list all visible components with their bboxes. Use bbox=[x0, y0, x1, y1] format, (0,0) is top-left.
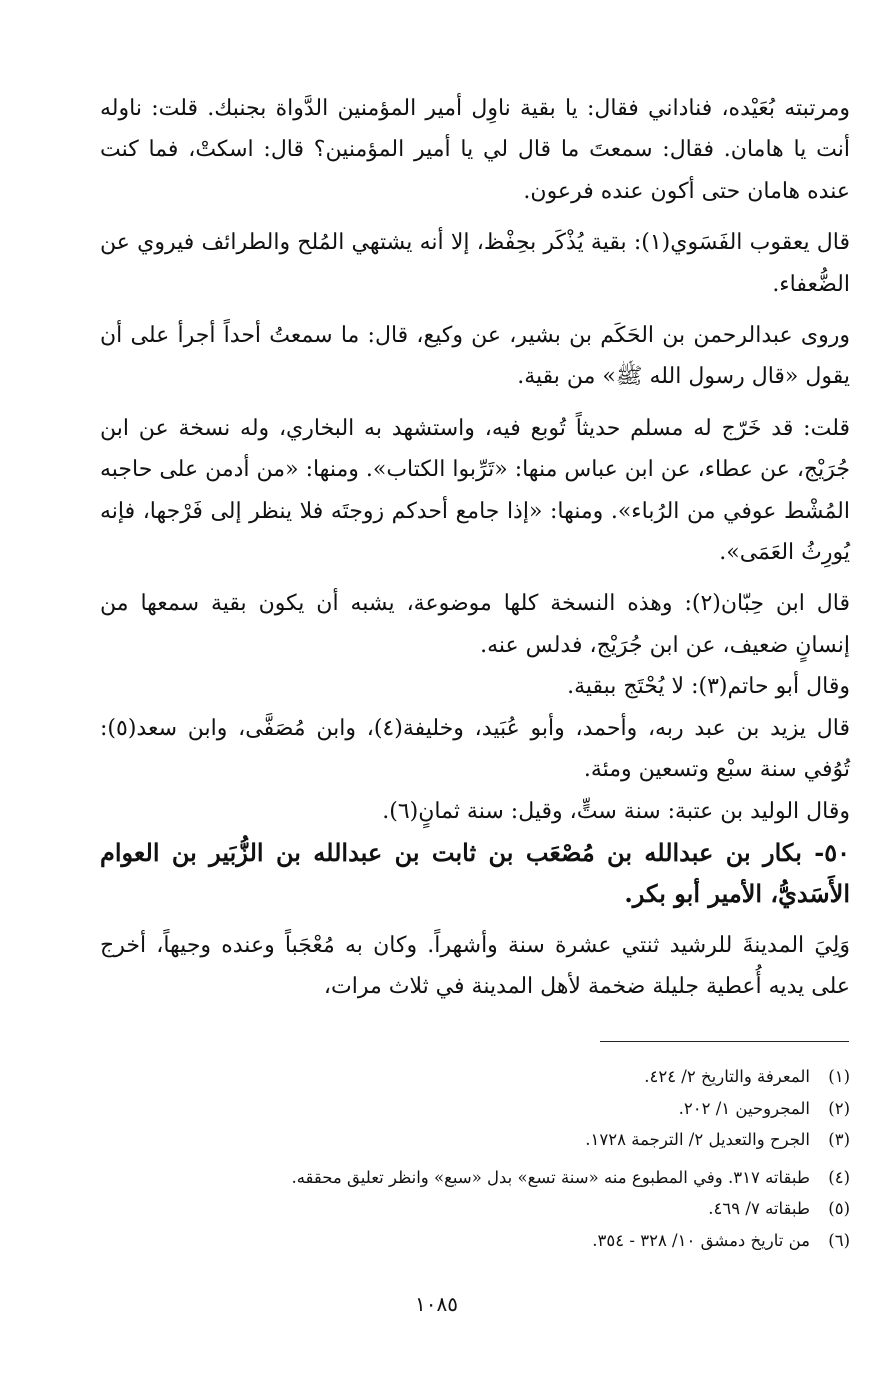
footnote-3 bbox=[100, 1124, 850, 1156]
footnote-4 bbox=[100, 1162, 850, 1194]
footnote-text: المجروحين ١/ ٢٠٢. bbox=[678, 1098, 810, 1118]
footnote-divider bbox=[600, 1041, 849, 1042]
paragraph-5: قال ابن حِبّان(٢): وهذه النسخة كلها موضوعة، يشبه أن يكون بقية سمعها من إنسانٍ ضعيف، عن ابن جُرَيْج، فدلس عنه. bbox=[100, 591, 850, 658]
paragraph-1: ومرتبته بُعَيْده، فناداني فقال: يا بقية ناوِل أمير المؤمنين الدَّواة بجنبك. قلت: ناوله أنت يا هامان. فقال: سمعتَ ما قال لي يا أمير المؤمنين؟ قال: اسكتْ، فما كنت عنده هامان حتى أكون عنده فرعون. bbox=[100, 96, 850, 204]
footnote-number: (٢) bbox=[828, 1098, 850, 1118]
paragraph-2: قال يعقوب الفَسَوي(١): بقية يُذْكَر بحِفْظ، إلا أنه يشتهي المُلح والطرائف فيروي عن الضُّعفاء. bbox=[100, 230, 850, 297]
paragraph-3: وروى عبدالرحمن بن الحَكَم بن بشير، عن وكيع، قال: ما سمعتُ أحداً أجرأ على أن يقول «قال رسول الله ﷺ» من بقية. bbox=[100, 323, 850, 390]
footnote-number: (٣) bbox=[828, 1130, 850, 1149]
paragraph-6: وقال أبو حاتم(٣): لا يُحْتَج ببقية. bbox=[567, 674, 850, 700]
paragraph-4: قلت: قد خَرّج له مسلم حديثاً تُوبع فيه، واستشهد به البخاري، وله نسخة عن ابن جُرَيْج، عن عطاء، عن ابن عباس منها: «تَرِّبوا الكتاب». ومنها: «من أدمن على حاجبه المُشْط عوفي من الرُباء». ومنها: «إذا جامع أحدكم زوجتَه فلا ينظر إلى فَرْجها، فإنه يُورِثُ العَمَى». bbox=[100, 415, 850, 566]
footnotes bbox=[100, 1061, 850, 1256]
footnote-1 bbox=[100, 1061, 850, 1093]
footnote-text: طبقاته ٣١٧. وفي المطبوع منه «سنة تسع» بدل «سبع» وانظر تعليق محققه. bbox=[291, 1167, 810, 1187]
footnote-2 bbox=[100, 1093, 850, 1125]
closing-paragraph: وَلِيَ المدينةَ للرشيد ثنتي عشرة سنة وأشهراً. وكان به مُعْجَباً وعنده وجيهاً، أخرج على يديه أُعطية جليلة ضخمة لأهل المدينة في ثلاث مرات، bbox=[100, 932, 850, 1000]
paragraph-8: وقال الوليد بن عتبة: سنة ستٍّ، وقيل: سنة ثمانٍ(٦). bbox=[382, 798, 850, 824]
paragraph-7: قال يزيد بن عبد ربه، وأحمد، وأبو عُبَيد، وخليفة(٤)، وابن مُصَفَّى، وابن سعد(٥): تُوُفي سنة سبْع وتسعين ومئة. bbox=[100, 715, 850, 783]
main-text bbox=[100, 88, 850, 1008]
footnote-text: الجرح والتعديل ٢/ الترجمة ١٧٢٨. bbox=[585, 1130, 810, 1149]
entry-heading: ٥٠- بكار بن عبدالله بن مُصْعَب بن ثابت بن عبدالله بن الزُّبَير بن العوام الأَسَديُّ، الأمير أبو بكر. bbox=[100, 837, 850, 909]
footnote-text: المعرفة والتاريخ ٢/ ٤٢٤. bbox=[644, 1067, 810, 1086]
page-number: ١٠٨٥ bbox=[415, 1292, 458, 1316]
footnote-text: من تاريخ دمشق ١٠/ ٣٢٨ - ٣٥٤. bbox=[592, 1230, 810, 1250]
footnote-number: (٥) bbox=[828, 1199, 850, 1218]
footnote-5 bbox=[100, 1193, 850, 1225]
footnote-number: (٤) bbox=[828, 1167, 850, 1187]
footnote-number: (١) bbox=[828, 1067, 850, 1086]
footnote-number: (٦) bbox=[828, 1230, 850, 1250]
footnote-text: طبقاته ٧/ ٤٦٩. bbox=[708, 1199, 810, 1218]
footnote-6 bbox=[100, 1225, 850, 1257]
